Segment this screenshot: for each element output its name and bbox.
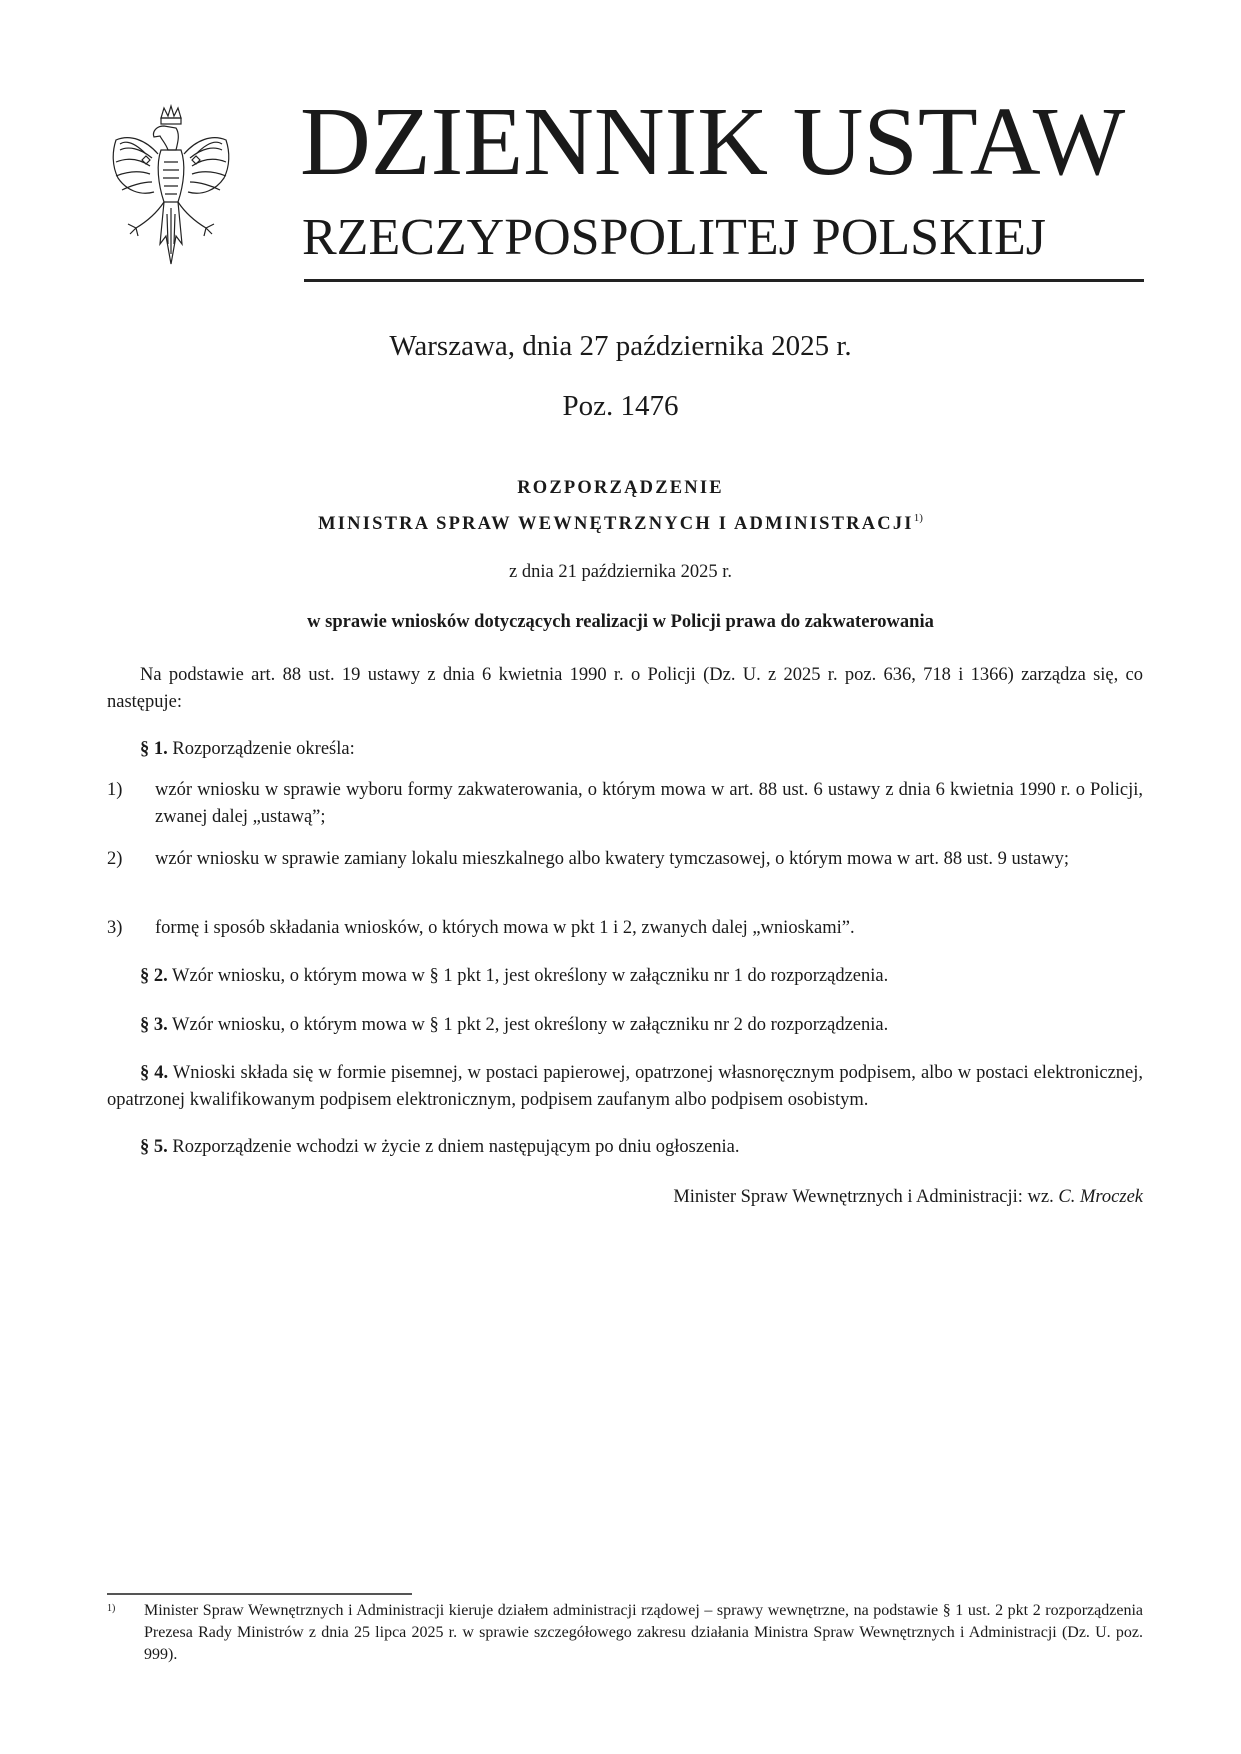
paragraph-4 [107, 1060, 1143, 1114]
list-item-text: formę i sposób składania wniosków, o których mowa w pkt 1 i 2, zwanych dalej „wnioskami”. [155, 918, 855, 938]
paragraph-label: § 1. [140, 739, 168, 759]
footnote-mark: 1) [107, 1603, 116, 1614]
list-item-number: 1) [107, 780, 123, 800]
act-type: ROZPORZĄDZENIE [517, 478, 724, 498]
masthead-subtitle: RZECZYPOSPOLITEJ POLSKIEJ [302, 209, 1046, 266]
list-item-number: 2) [107, 849, 123, 869]
paragraph-5 [107, 1134, 1143, 1161]
list-item-number: 3) [107, 918, 123, 938]
footnote-separator [107, 1593, 412, 1595]
act-date: z dnia 21 października 2025 r. [509, 562, 732, 582]
issue-position: Poz. 1476 [562, 390, 679, 422]
paragraph-2 [107, 963, 1143, 990]
paragraph-1 [107, 736, 1143, 763]
list-item-2 [107, 846, 1143, 873]
paragraph-label: § 2. [140, 966, 168, 986]
paragraph-text: Wnioski składa się w formie pisemnej, w postaci papierowej, opatrzonej własnoręcznym podpisem, albo w postaci elektronicznej, opatrzonej kwalifikowanym podpisem elektronicznym, podpisem zaufanym albo podpisem osobistym. [107, 1063, 1144, 1110]
masthead-rule [304, 279, 1144, 282]
act-issuer [0, 512, 1241, 535]
list-item-3 [107, 915, 1143, 942]
issue-place-date: Warszawa, dnia 27 października 2025 r. [389, 330, 852, 362]
paragraph-text: Rozporządzenie wchodzi w życie z dniem następującym po dniu ogłoszenia. [172, 1137, 740, 1157]
footnote-reference[interactable]: 1) [913, 512, 923, 524]
paragraph-text: Rozporządzenie określa: [172, 739, 355, 759]
polish-eagle-emblem-icon [106, 104, 236, 269]
paragraph-text: Wzór wniosku, o którym mowa w § 1 pkt 1, jest określony w załączniku nr 1 do rozporządzenia. [172, 966, 889, 986]
list-item-1 [107, 777, 1143, 831]
signature-role: Minister Spraw Wewnętrznych i Administracji: wz. [673, 1187, 1054, 1207]
paragraph-label: § 3. [140, 1015, 168, 1035]
paragraph-3 [107, 1012, 1143, 1039]
preamble: Na podstawie art. 88 ust. 19 ustawy z dnia 6 kwietnia 1990 r. o Policji (Dz. U. z 2025 r. poz. 636, 718 i 1366) zarządza się, co następuje: [107, 665, 1143, 712]
footnote-text: Minister Spraw Wewnętrznych i Administracji kieruje działem administracji rządowej – sprawy wewnętrzne, na podstawie § 1 ust. 2 pkt 2 rozporządzenia Prezesa Rady Ministrów z dnia 25 lipca 2025 r. w sprawie szczegółowego zakresu działania Ministra Spraw Wewnętrznych i Administracji (Dz. U. poz. 999). [144, 1602, 1143, 1663]
paragraph-label: § 5. [140, 1137, 168, 1157]
signature [673, 1187, 1143, 1208]
masthead-title: DZIENNIK USTAW [300, 88, 1126, 196]
paragraph-label: § 4. [140, 1063, 169, 1083]
list-item-text: wzór wniosku w sprawie zamiany lokalu mieszkalnego albo kwatery tymczasowej, o którym mowa w art. 88 ust. 9 ustawy; [155, 849, 1069, 869]
footnote [107, 1600, 1143, 1666]
act-issuer-text: MINISTRA SPRAW WEWNĘTRZNYCH I ADMINISTRACJI [318, 514, 914, 534]
list-item-text: wzór wniosku w sprawie wyboru formy zakwaterowania, o którym mowa w art. 88 ust. 6 ustawy z dnia 6 kwietnia 1990 r. o Policji, zwanej dalej „ustawą”; [155, 780, 1143, 827]
paragraph-text: Wzór wniosku, o którym mowa w § 1 pkt 2, jest określony w załączniku nr 2 do rozporządzenia. [172, 1015, 889, 1035]
act-subject: w sprawie wniosków dotyczących realizacji w Policji prawa do zakwaterowania [307, 612, 934, 632]
signature-name: C. Mroczek [1058, 1187, 1143, 1207]
